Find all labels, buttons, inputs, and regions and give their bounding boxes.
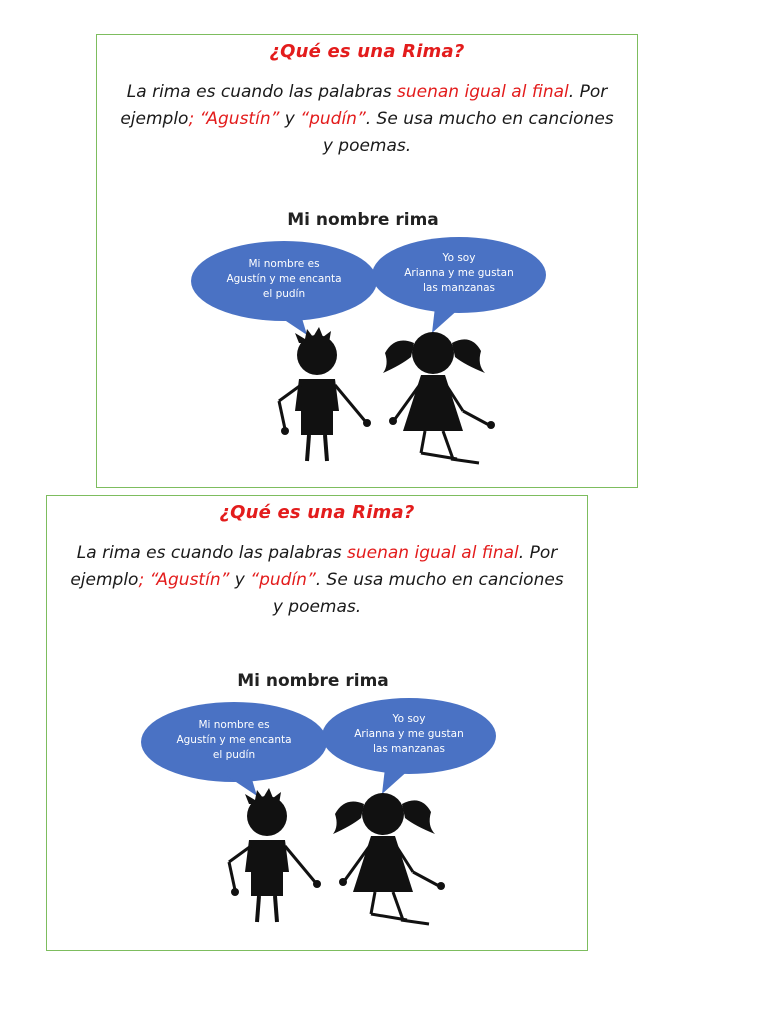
boy-figure-icon <box>279 327 371 461</box>
bubble-right-line: Arianna y me gustan <box>404 267 514 279</box>
body-highlight: ; “Agustín” <box>188 109 280 129</box>
illustration-heading: Mi nombre rima <box>237 671 389 691</box>
bubble-left-line: el pudín <box>212 749 256 761</box>
illustration-heading: Mi nombre rima <box>287 210 439 230</box>
bubble-right-line: Yo soy <box>392 713 426 725</box>
body-highlight: ; “Agustín” <box>138 570 230 590</box>
speech-bubble-right <box>322 698 496 794</box>
card-body-text <box>115 79 619 160</box>
speech-bubble-left <box>191 241 377 335</box>
card-title: ¿Qué es una Rima? <box>219 502 415 523</box>
girl-figure-icon <box>333 793 445 924</box>
body-text-part: y <box>279 109 301 129</box>
body-text-part: . Se usa mucho en canciones y poemas. <box>322 109 614 156</box>
body-text-part: . Por ejemplo <box>120 82 608 129</box>
body-highlight: suenan igual al final <box>397 82 569 102</box>
rhyme-illustration <box>189 203 559 467</box>
bubble-right-line: Arianna y me gustan <box>354 728 464 740</box>
body-text-part: . Se usa mucho en canciones y poemas. <box>272 570 564 617</box>
body-highlight: “pudín” <box>300 109 366 129</box>
body-text-part: y <box>229 570 251 590</box>
bubble-left-line: Agustín y me encanta <box>226 273 342 285</box>
card-title: ¿Qué es una Rima? <box>269 41 465 62</box>
body-highlight: suenan igual al final <box>347 543 519 563</box>
body-text-part: La rima es cuando las palabras <box>76 543 348 563</box>
girl-figure-icon <box>383 332 495 463</box>
bubble-right-line: las manzanas <box>423 282 495 294</box>
body-highlight: “pudín” <box>250 570 316 590</box>
body-text-part: . Por ejemplo <box>70 543 558 590</box>
bubble-left-line: Mi nombre es <box>248 258 320 270</box>
body-text-part: La rima es cuando las palabras <box>126 82 398 102</box>
speech-bubble-right <box>372 237 546 333</box>
rhyme-card-2 <box>46 495 588 951</box>
card-body-text <box>65 540 569 621</box>
bubble-left-line: Agustín y me encanta <box>176 734 292 746</box>
bubble-right-line: las manzanas <box>373 743 445 755</box>
boy-figure-icon <box>229 788 321 922</box>
bubble-right-line: Yo soy <box>442 252 476 264</box>
rhyme-illustration <box>139 664 509 928</box>
bubble-left-line: Mi nombre es <box>198 719 270 731</box>
bubble-left-line: el pudín <box>262 288 306 300</box>
rhyme-card-1 <box>96 34 638 488</box>
speech-bubble-left <box>141 702 327 796</box>
